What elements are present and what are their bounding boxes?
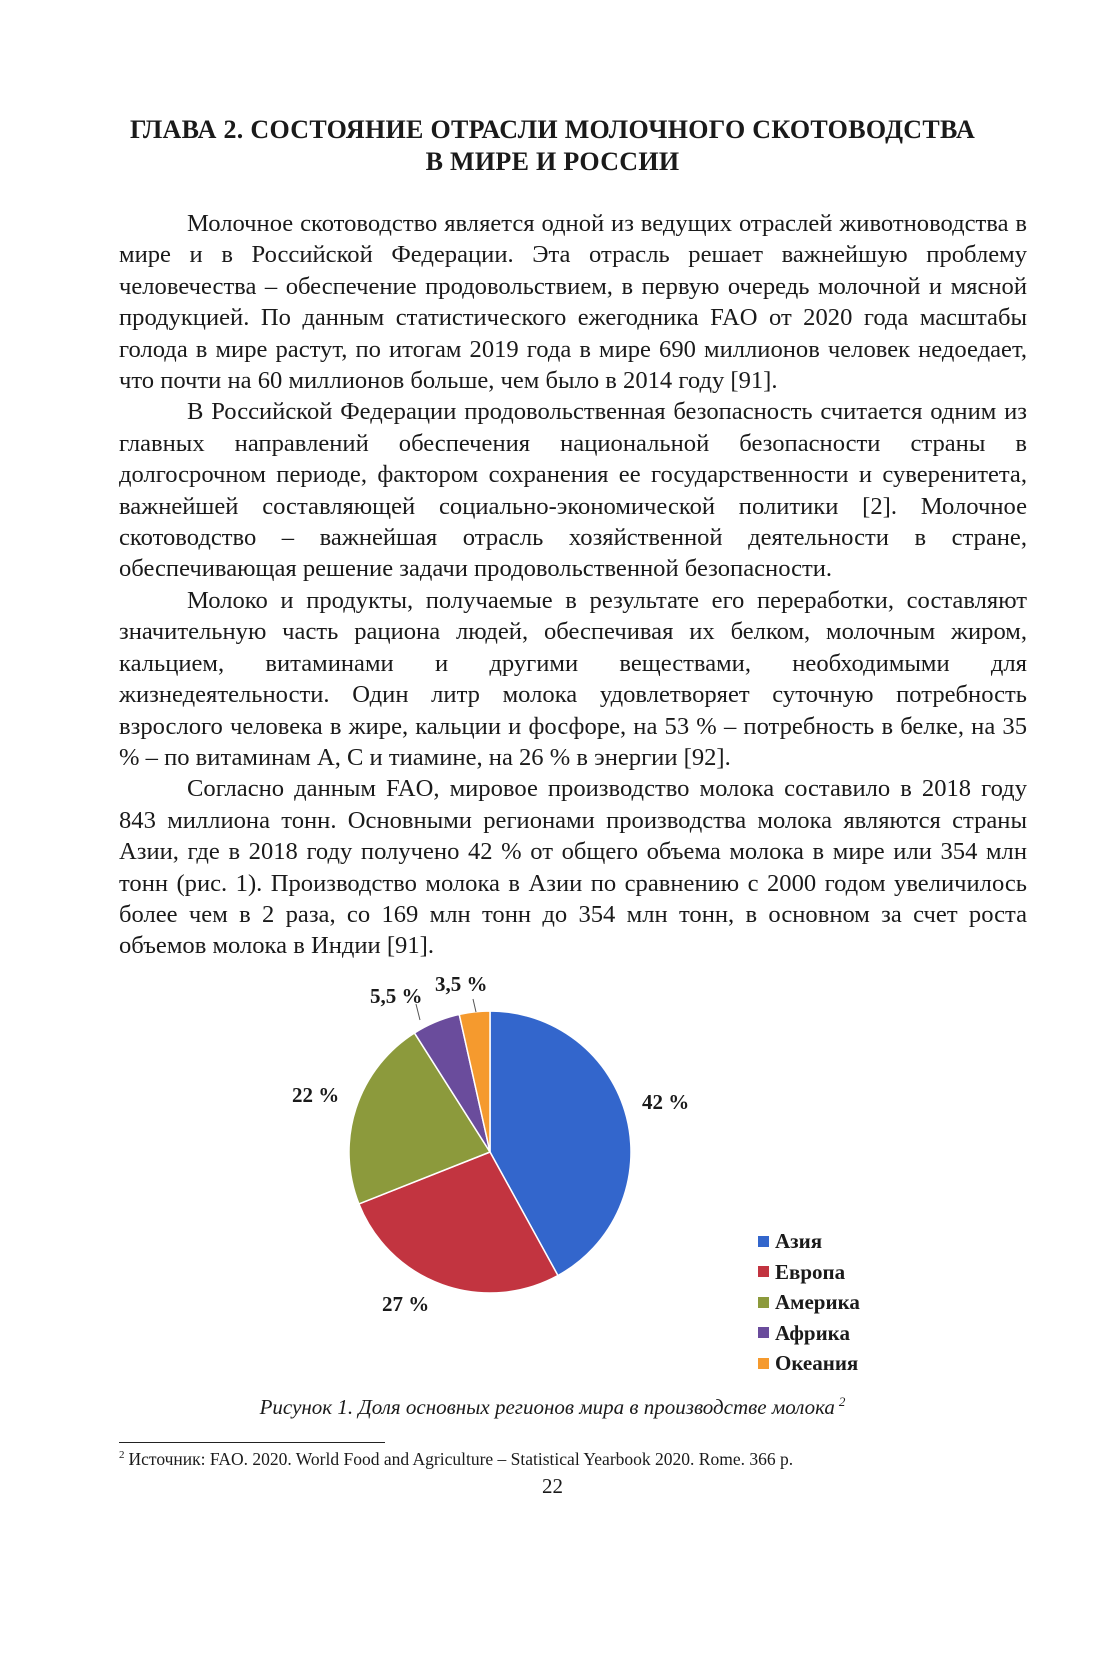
legend-label: Океания bbox=[775, 1351, 859, 1375]
legend-swatch bbox=[758, 1297, 769, 1308]
page-number: 22 bbox=[542, 1474, 563, 1498]
chapter-heading bbox=[100, 114, 1005, 178]
legend-item-america bbox=[758, 1287, 860, 1318]
footnote-text: Источник: FAO. 2020. World Food and Agriculture – Statistical Yearbook 2020. Rome. 366 p. bbox=[128, 1449, 794, 1469]
legend-swatch bbox=[758, 1358, 769, 1369]
body-text bbox=[119, 208, 1027, 962]
paragraph: Молоко и продукты, получаемые в результате его переработки, составляют значительную часть рациона людей, обеспечивая их белком, молочным жиром, кальцием, витаминами и другими веществами, необходимыми для жизнедеятельности. Один литр молока удовлетворяет суточную потребность взрослого человека в жире, кальции и фосфоре, на 53 % – потребность в белке, на 35 % – по витаминам А, С и тиамине, на 26 % в энергии [92]. bbox=[119, 586, 1027, 771]
legend-label: Африка bbox=[775, 1320, 850, 1345]
legend-item-africa bbox=[758, 1318, 860, 1349]
slice-label-oceania: 3,5 % bbox=[435, 972, 488, 996]
figure-caption bbox=[100, 1394, 1005, 1420]
footnote-mark: 2 bbox=[119, 1449, 125, 1462]
legend-swatch bbox=[758, 1327, 769, 1338]
legend-swatch bbox=[758, 1266, 769, 1277]
legend-label: Америка bbox=[775, 1290, 860, 1314]
legend-item-europe bbox=[758, 1257, 860, 1288]
legend-label: Европа bbox=[775, 1259, 846, 1284]
legend-item-asia bbox=[758, 1226, 860, 1257]
slice-label-europe: 27 % bbox=[382, 1292, 430, 1316]
paragraph: Согласно данным FAO, мировое производство молока составило в 2018 году 843 миллиона тонн. Основными регионами производства молока являются страны Азии, где в 2018 году получено 42 % от общего объема молока в мире или 354 млн тонн (рис. 1). Производство молока в Азии по сравнению с 2000 годом увеличилось более чем в 2 раза, со 169 млн тонн до 354 млн тонн, в основном за счет роста объемов молока в Индии [91]. bbox=[119, 775, 1027, 960]
caption-text: Рисунок 1. Доля основных регионов мира в производстве молока bbox=[259, 1395, 835, 1419]
paragraph: Молочное скотоводство является одной из ведущих отраслей животноводства в мире и в Российской Федерации. Эта отрасль решает важнейшую проблему человечества – обеспечение продовольствием, в первую очередь молочной и мясной продукцией. По данным статистического ежегодника FAO от 2020 года масштабы голода в мире растут, по итогам 2019 года в мире 690 миллионов человек недоедает, что почти на 60 миллионов больше, чем было в 2014 году [91]. bbox=[119, 210, 1027, 395]
legend-swatch bbox=[758, 1236, 769, 1247]
slice-label-america: 22 % bbox=[292, 1083, 340, 1107]
leader-line-oceania bbox=[473, 999, 476, 1012]
pie-chart bbox=[280, 972, 900, 1375]
legend-item-oceania bbox=[758, 1348, 860, 1379]
chapter-heading-line-2: В МИРЕ И РОССИИ bbox=[425, 147, 680, 176]
chapter-heading-line-1: ГЛАВА 2. СОСТОЯНИЕ ОТРАСЛИ МОЛОЧНОГО СКОТОВОДСТВА bbox=[129, 115, 976, 144]
chart-legend bbox=[758, 1226, 860, 1379]
footnote bbox=[119, 1449, 793, 1470]
legend-label: Азия bbox=[775, 1229, 823, 1253]
slice-label-asia: 42 % bbox=[642, 1090, 690, 1114]
caption-footnote-ref: 2 bbox=[838, 1394, 846, 1409]
paragraph: В Российской Федерации продовольственная безопасность считается одним из главных направлений обеспечения национальной безопасности страны в долгосрочном периоде, фактором сохранения ее государственности и суверенитета, важнейшей составляющей социально-экономической политики [2]. Молочное скотоводство – важнейшая отрасль хозяйственной деятельности в стране, обеспечивающая решение задачи продовольственной безопасности. bbox=[119, 398, 1027, 583]
footnote-divider bbox=[119, 1442, 385, 1443]
slice-label-africa: 5,5 % bbox=[370, 984, 423, 1008]
